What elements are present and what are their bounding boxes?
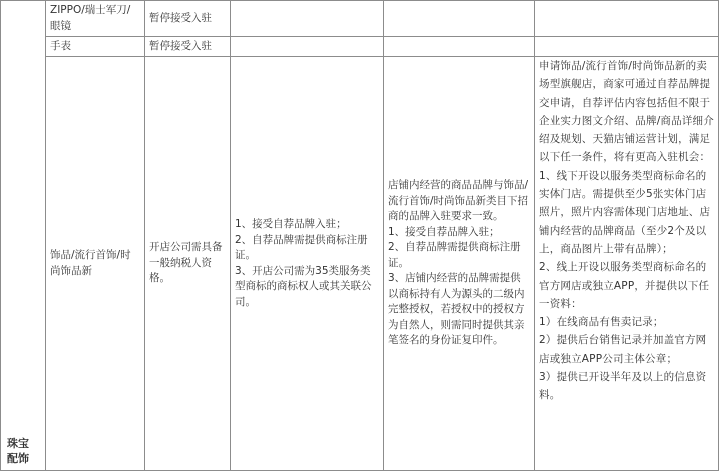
flagship-requirements-cell	[231, 37, 384, 57]
qualification-cell: 暂停接受入驻	[145, 37, 231, 57]
category-label-line1: 珠宝	[7, 437, 29, 450]
subcategory-name: ZIPPO/瑞士军刀/眼镜	[46, 1, 145, 37]
table-row	[1, 37, 719, 57]
table-row	[1, 57, 719, 471]
shop-requirements-cell	[535, 1, 719, 37]
subcategory-name: 饰品/流行首饰/时尚饰品新	[46, 57, 145, 471]
specialty-requirements-cell	[384, 1, 535, 37]
specialty-line: 1、接受自荐品牌入驻；	[388, 225, 500, 238]
shop-line: 申请饰品/流行首饰/时尚饰品新的卖场型旗舰店，商家可通过自荐品牌提交申请，自荐评估内容包括但不限于企业实力图文介绍、品牌/商品详细介绍及规划、天猫店铺运营计划，满足以下任一条件，将有更高入驻机会：	[539, 60, 714, 164]
shop-line: 1）在线商品有售卖记录；	[539, 316, 664, 329]
shop-requirements-cell	[535, 57, 719, 471]
flagship-line: 2、自荐品牌需提供商标注册证。	[235, 233, 368, 261]
flagship-line: 3、开店公司需为35类服务类型商标的商标权人或其关联公司。	[235, 264, 372, 308]
table-row	[1, 1, 719, 37]
specialty-requirements-cell	[384, 37, 535, 57]
specialty-line: 3、店铺内经营的品牌需提供以商标持有人为源头的二级内完整授权，若授权中的授权方为自然人，则需同时提供其亲笔签名的身份证复印件。	[388, 272, 525, 347]
flagship-line: 1、接受自荐品牌入驻；	[235, 218, 347, 230]
specialty-line: 2、自荐品牌需提供商标注册证。	[388, 241, 521, 269]
flagship-requirements-cell	[231, 1, 384, 37]
qualification-cell: 暂停接受入驻	[145, 1, 231, 37]
category-label-line2: 配饰	[7, 452, 29, 465]
shop-requirements-cell	[535, 37, 719, 57]
shop-line: 1、线下开设以服务类型商标命名的实体门店。需提供至少5张实体门店照片，照片内容需体现门店地址、店铺内经营的品牌商品（至少2个及以上，商品图片上带有品牌）；	[539, 169, 711, 255]
shop-line: 2、线上开设以服务类型商标命名的官方网店或独立APP，并提供以下任一资料：	[539, 261, 710, 310]
subcategory-name: 手表	[46, 37, 145, 57]
specialty-line: 店铺内经营的商品品牌与饰品/流行首饰/时尚饰品新类目下招商的品牌入驻要求一致。	[388, 179, 529, 223]
shop-line: 3）提供已开设半年及以上的信息资料。	[539, 371, 707, 402]
flagship-requirements-cell	[231, 57, 384, 471]
specialty-requirements-cell	[384, 57, 535, 471]
category-cell	[1, 1, 46, 471]
qualification-cell: 开店公司需具备一般纳税人资格。	[145, 57, 231, 471]
shop-line: 2）提供后台销售记录并加盖官方网店或独立APP公司主体公章；	[539, 334, 707, 365]
